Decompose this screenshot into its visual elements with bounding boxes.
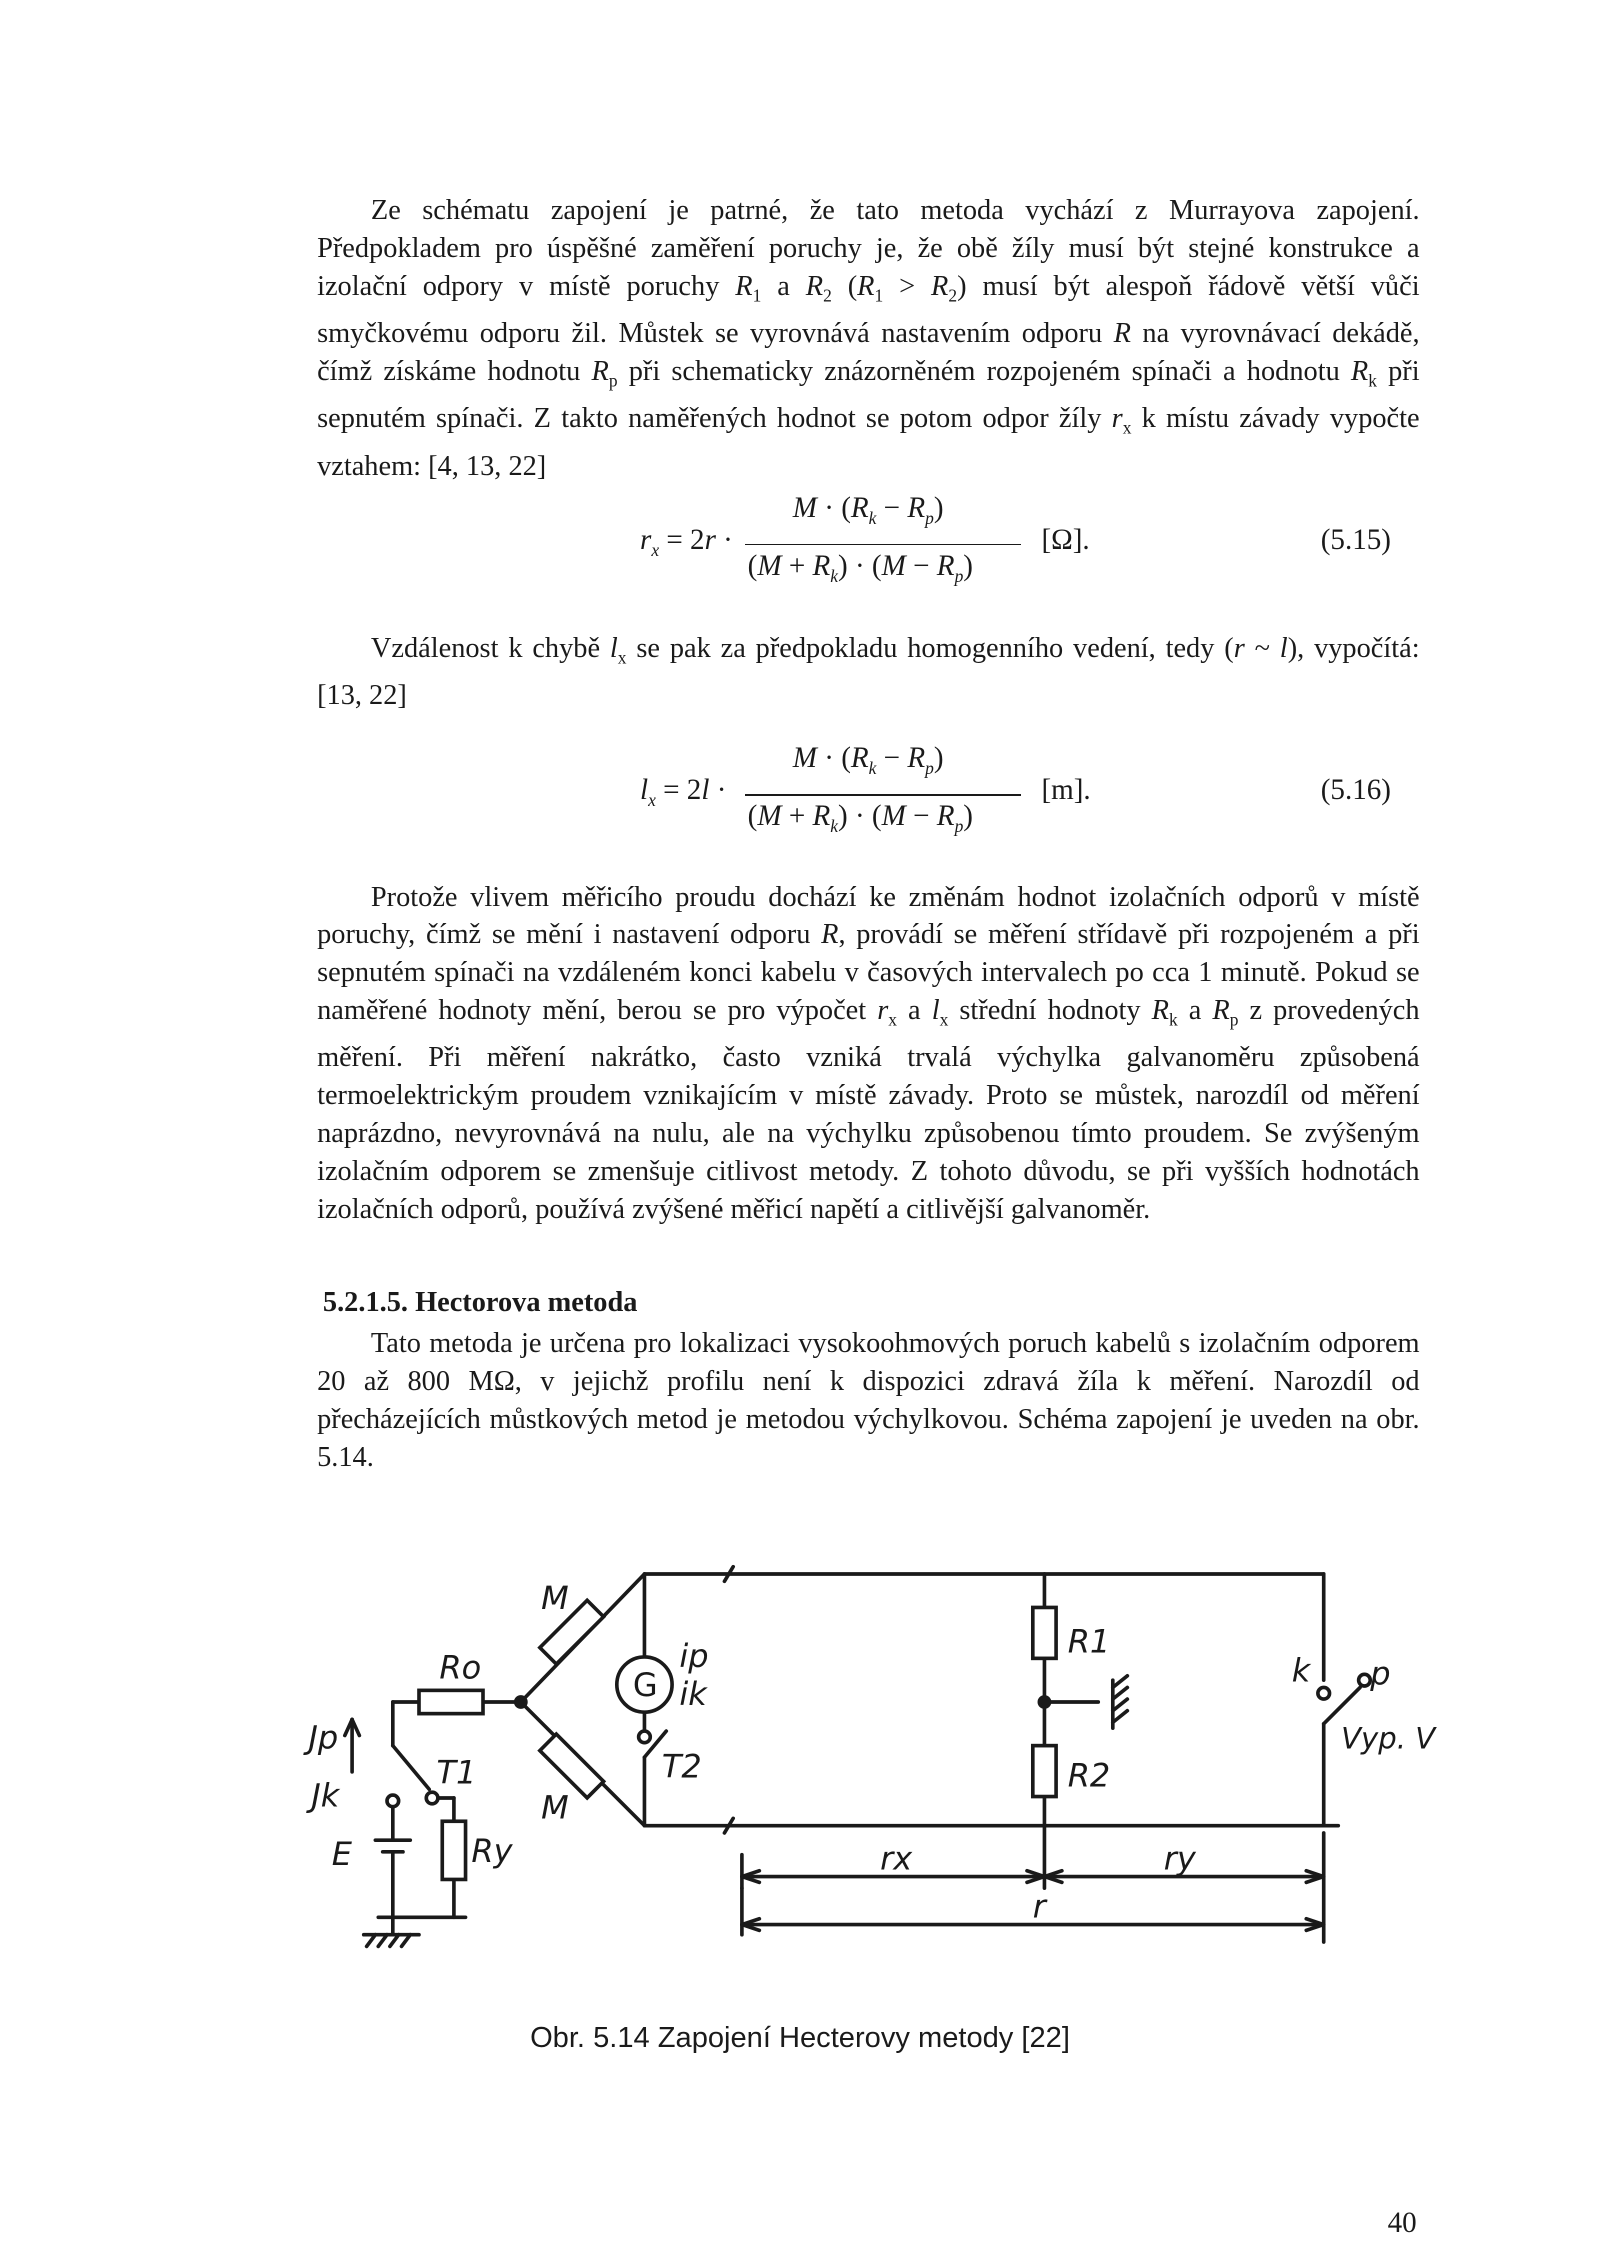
figure-caption: Obr. 5.14 Zapojení Hecterovy metody [22] — [530, 2021, 1070, 2054]
equation-numerator: $M \cdot (R_k - R_p)$ — [792, 491, 944, 528]
label-ik: ik — [679, 1674, 707, 1713]
equation-number: (5.16) — [1320, 773, 1391, 806]
equation-denominator: $(M + R_k) \cdot (M - R_p)$ — [747, 799, 973, 836]
paragraph-measurement: Protože vlivem měřicího proudu dochází ke změnám hodnot izolačních odporů v místě poruchy, čímž se mění i nastavení odporu R, provádí se měření střídavě při rozpojeném a při sepnutém spínači na vzdáleném konci kabelu v časových intervalech po cca 1 minutě. Pokud se naměřené hodnoty mění, berou se pro výpočet $r_x$ a $l_x$ střední hodnoty $R_k$ a $R_p$ z provedených měření. Při měření nakrátko, často vzniká trvalá výchylka galvanoměru způsobená termoelektrickým proudem vznikajícím v místě závady. Proto se můstek, narozdíl od měření naprázdno, nevyrovnává na nulu, ale na výchylku způsobenou tímto proudem. Se zvýšeným izolačním odporem se zmenšuje citlivost metody. Z tohoto důvodu, se při vyšších hodnotách izolačních odporů, používá zvýšené měřicí napětí a citlivější galvanoměr. — [317, 881, 1420, 1225]
equation-unit: [Ω]. — [1041, 523, 1090, 556]
circuit-diagram — [291, 1542, 1436, 1978]
label-vyp: Vyp. V — [1341, 1721, 1436, 1756]
label-R2: R2 — [1067, 1756, 1111, 1795]
equation-lhs: $l_x = 2l$ · — [639, 773, 727, 810]
page-number: 40 — [1387, 2206, 1417, 2239]
label-T1: T1 — [436, 1753, 477, 1792]
equation-unit: [m]. — [1041, 773, 1091, 806]
equation-5-15 — [611, 492, 1426, 608]
label-T2: T2 — [661, 1747, 702, 1786]
equation-lhs: $r_x = 2r$ · — [639, 523, 733, 560]
fraction-bar — [745, 794, 1021, 795]
equation-denominator: $(M + R_k) \cdot (M - R_p)$ — [747, 549, 973, 586]
paragraph-murray: Ze schématu zapojení je patrné, že tato metoda vychází z Murrayova zapojení. Předpokladem pro úspěšné zaměření poruchy je, že obě žíly musí být stejné konstrukce a izolační odpory v místě poruchy $R_1$ a $R_2$ $(R_1 > R_2)$ musí být alespoň řádově větší vůči smyčkovému odporu žil. Můstek se vyrovnává nastavením odporu R na vyrovnávací dekádě, čímž získáme hodnotu $R_p$ při schematicky znázorněném rozpojeném spínači a hodnotu $R_k$ při sepnutém spínači. Z takto naměřených hodnot se potom odpor žíly $r_x$ k místu závady vypočte vztahem: [4, 13, 22] — [317, 194, 1420, 482]
equation-numerator: $M \cdot (R_k - R_p)$ — [792, 741, 944, 778]
label-M-top: M — [541, 1578, 569, 1617]
label-k: k — [1291, 1651, 1311, 1690]
label-p: p — [1370, 1654, 1391, 1693]
equation-number: (5.15) — [1320, 523, 1391, 556]
label-ip: ip — [679, 1636, 709, 1675]
label-r: r — [1032, 1887, 1046, 1926]
label-rx: rx — [879, 1839, 913, 1878]
paragraph-distance: Vzdálenost k chybě $l_x$ se pak za předpokladu homogenního vedení, tedy (r ~ l), vypočítá: [13, 22] — [317, 632, 1420, 712]
label-Ro: Ro — [439, 1648, 482, 1687]
label-E: E — [331, 1834, 352, 1873]
fraction-bar — [745, 544, 1021, 545]
paragraph-hectorova: Tato metoda je určena pro lokalizaci vysokoohmových poruch kabelů s izolačním odporem 20 až 800 MΩ, v jejichž profilu není k dispozici zdravá žíla k měření. Narozdíl od přecházejících můstkových metod je metodou výchylkovou. Schéma zapojení je uveden na obr. 5.14. — [317, 1328, 1420, 1473]
equation-5-16 — [611, 742, 1426, 858]
label-M-bottom: M — [541, 1788, 569, 1827]
label-R1: R1 — [1067, 1622, 1111, 1661]
label-Jk: Jk — [311, 1776, 340, 1815]
label-ry: ry — [1163, 1839, 1196, 1878]
section-heading: 5.2.1.5. Hectorova metoda — [322, 1287, 638, 1319]
label-Jp: Jp — [308, 1718, 339, 1757]
label-Ry: Ry — [471, 1831, 513, 1870]
label-G: G — [632, 1665, 658, 1704]
